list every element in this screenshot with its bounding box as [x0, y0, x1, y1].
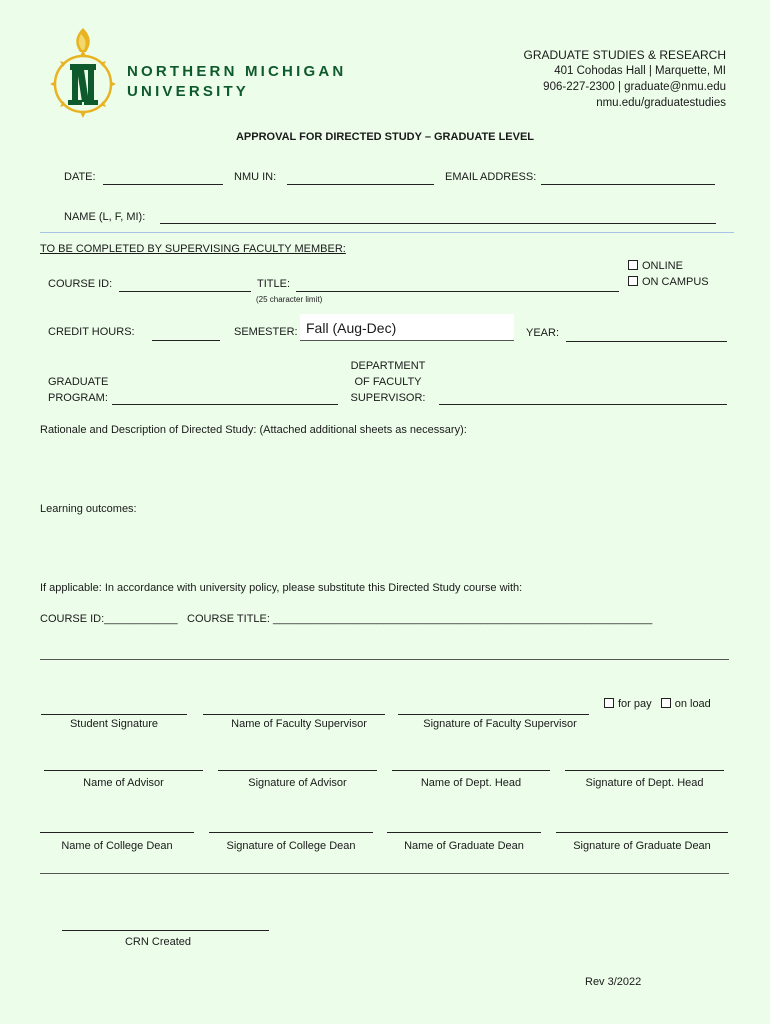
course-id-field[interactable] [119, 291, 251, 292]
college-dean-name-label: Name of College Dean [61, 840, 173, 852]
dept-head-name-line[interactable] [392, 770, 550, 771]
learning-outcomes-area[interactable] [40, 518, 730, 574]
online-option[interactable] [628, 260, 683, 272]
dept-head-signature-label: Signature of Dept. Head [585, 777, 704, 789]
faculty-section-heading: TO BE COMPLETED BY SUPERVISING FACULTY MEMBER: [40, 243, 346, 255]
name-field[interactable] [160, 223, 716, 224]
advisor-name-label: Name of Advisor [83, 777, 164, 789]
email-field[interactable] [541, 184, 715, 185]
substitute-label: If applicable: In accordance with university policy, please substitute this Directed Study course with: [40, 582, 523, 594]
course-id-label: COURSE ID: [48, 278, 113, 290]
substitute-course-id[interactable]: COURSE ID:____________ [40, 613, 178, 625]
dept-head-name-label: Name of Dept. Head [420, 777, 522, 789]
date-field[interactable] [103, 184, 223, 185]
grad-program-label-1: GRADUATE [48, 376, 109, 388]
name-label: NAME (L, F, MI): [64, 211, 146, 223]
nmu-logo [48, 26, 118, 118]
college-dean-name-line[interactable] [40, 832, 194, 833]
dept-head-signature-line[interactable] [565, 770, 724, 771]
dept-supervisor-label-3: SUPERVISOR: [350, 392, 426, 404]
course-title-field[interactable] [296, 291, 619, 292]
date-label: DATE: [64, 171, 96, 183]
on-campus-option[interactable] [628, 276, 709, 288]
graduate-dean-name-label: Name of Graduate Dean [404, 840, 524, 852]
online-label: ONLINE [642, 260, 683, 272]
dept-name: GRADUATE STUDIES & RESEARCH [523, 48, 726, 62]
title-label: TITLE: [257, 278, 291, 290]
on-load-checkbox[interactable] [661, 698, 671, 708]
rationale-label: Rationale and Description of Directed Study: (Attached additional sheets as necessary): [40, 424, 467, 436]
dept-address: 401 Cohodas Hall | Marquette, MI [554, 65, 726, 77]
for-pay-checkbox[interactable] [604, 698, 614, 708]
advisor-signature-line[interactable] [218, 770, 377, 771]
university-name-line1: NORTHERN MICHIGAN [127, 63, 347, 80]
rationale-area[interactable] [40, 440, 730, 496]
pay-load-options [604, 698, 711, 710]
faculty-supervisor-signature-line[interactable] [398, 714, 589, 715]
email-label: EMAIL ADDRESS: [445, 171, 537, 183]
grad-program-label-2: PROGRAM: [48, 392, 108, 404]
semester-label: SEMESTER: [234, 326, 298, 338]
graduate-dean-name-line[interactable] [387, 832, 541, 833]
dept-web: nmu.edu/graduatestudies [596, 97, 726, 109]
student-signature-line[interactable] [41, 714, 187, 715]
section-divider [40, 232, 734, 233]
form-title: APPROVAL FOR DIRECTED STUDY – GRADUATE LEVEL [235, 131, 535, 143]
for-pay-label: for pay [618, 698, 652, 710]
crn-created-line[interactable] [62, 930, 269, 931]
dept-supervisor-field[interactable] [439, 404, 727, 405]
student-signature-label: Student Signature [69, 718, 159, 730]
dept-supervisor-label-2: OF FACULTY [354, 376, 422, 388]
college-dean-signature-line[interactable] [209, 832, 373, 833]
graduate-dean-signature-label: Signature of Graduate Dean [573, 840, 711, 852]
semester-value: Fall (Aug-Dec) [306, 320, 397, 336]
university-name-line2: UNIVERSITY [127, 83, 250, 100]
faculty-supervisor-name-label: Name of Faculty Supervisor [231, 718, 367, 730]
on-campus-checkbox[interactable] [628, 276, 638, 286]
online-checkbox[interactable] [628, 260, 638, 270]
semester-select[interactable] [300, 314, 514, 341]
divider-line [40, 659, 729, 660]
faculty-supervisor-name-line[interactable] [203, 714, 385, 715]
nmu-in-label: NMU IN: [234, 171, 277, 183]
faculty-supervisor-signature-label: Signature of Faculty Supervisor [423, 718, 577, 730]
college-dean-signature-label: Signature of College Dean [226, 840, 356, 852]
grad-program-field[interactable] [112, 404, 338, 405]
advisor-signature-label: Signature of Advisor [248, 777, 347, 789]
char-limit-note: (25 character limit) [256, 295, 323, 304]
bottom-divider [40, 873, 729, 874]
dept-supervisor-label-1: DEPARTMENT [350, 360, 426, 372]
advisor-name-line[interactable] [44, 770, 203, 771]
on-campus-label: ON CAMPUS [642, 276, 709, 288]
revision-label: Rev 3/2022 [585, 976, 642, 988]
year-field[interactable] [566, 341, 727, 342]
credit-hours-label: CREDIT HOURS: [48, 326, 135, 338]
year-label: YEAR: [526, 327, 560, 339]
nmu-in-field[interactable] [287, 184, 434, 185]
graduate-dean-signature-line[interactable] [556, 832, 728, 833]
on-load-label: on load [674, 698, 711, 710]
credit-hours-field[interactable] [152, 340, 220, 341]
header-contact-block [524, 47, 726, 111]
torch-n-icon [48, 26, 118, 118]
substitute-course-title[interactable]: COURSE TITLE: ______________________________________________________________ [187, 613, 653, 625]
learning-outcomes-label: Learning outcomes: [40, 503, 137, 515]
dept-contact: 906-227-2300 | graduate@nmu.edu [543, 81, 726, 93]
crn-created-label: CRN Created [124, 936, 192, 948]
